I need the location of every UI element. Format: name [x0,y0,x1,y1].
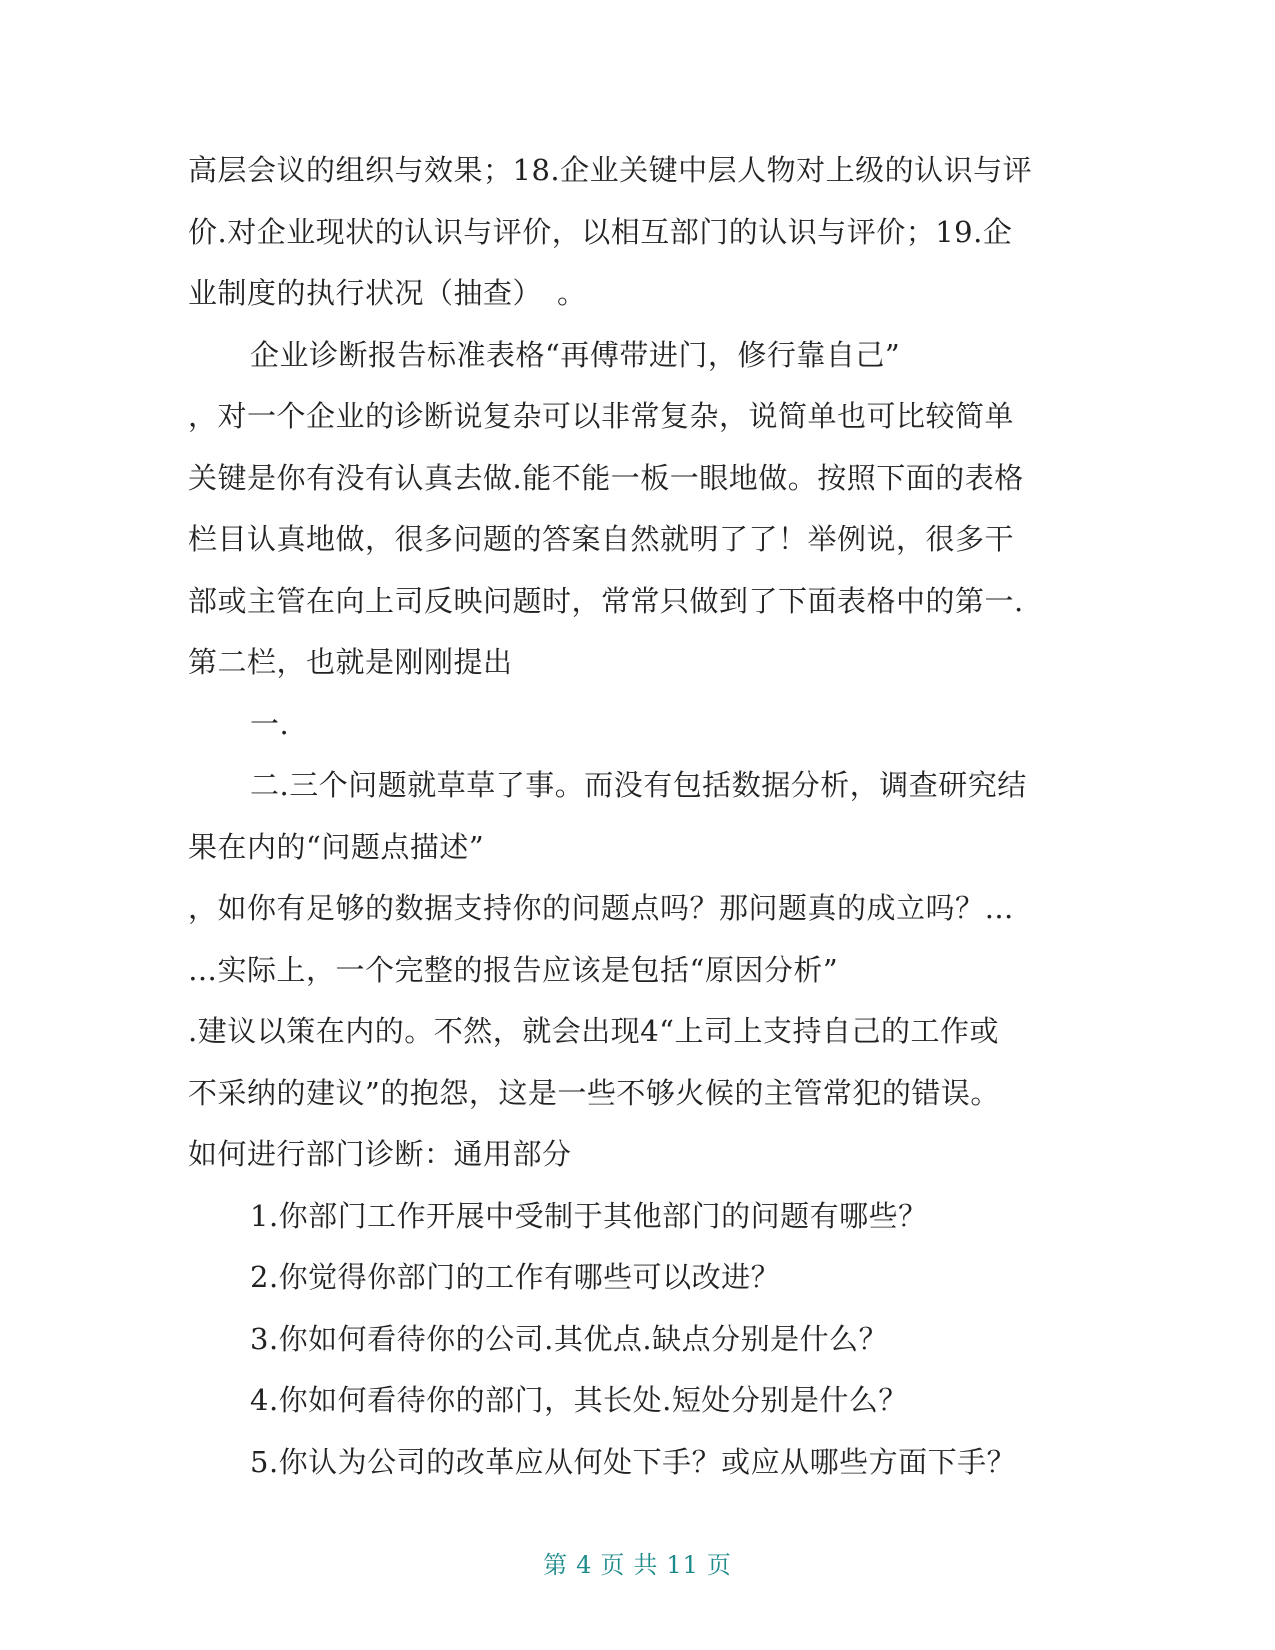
text-line-2: 价.对企业现状的认识与评价，以相互部门的认识与评价；19.企 [188,214,1013,249]
text-line-3: 业制度的执行状况（抽查） 。 [188,276,587,310]
text-line-10: 一. [250,706,290,741]
text-line-9: 第二栏，也就是刚刚提出 [188,645,513,679]
document-body [188,140,1088,1493]
text-line-8: 部或主管在向上司反映问题时，常常只做到了下面表格中的第一. [188,583,1024,618]
text-line-15: .建议以策在内的。不然，就会出现4“上司上支持自己的工作或 [188,1014,999,1048]
text-line-5: ，对一个企业的诊断说复杂可以非常复杂，说简单也可比较简单 [188,399,1015,433]
question-item-3: 3.你如何看待你的公司.其优点.缺点分别是什么？ [250,1321,889,1356]
footer-current-page: 4 [576,1551,593,1579]
text-line-6: 关键是你有没有认真去做.能不能一板一眼地做。按照下面的表格 [188,460,1024,495]
section-heading-department-diagnosis: 如何进行部门诊断：通用部分 [188,1137,572,1171]
text-line-14: …实际上，一个完整的报告应该是包括“原因分析” [188,952,839,987]
text-line-1: 高层会议的组织与效果；18.企业关键中层人物对上级的认识与评 [188,153,1033,187]
footer-prefix: 第 [543,1551,569,1579]
question-item-4: 4.你如何看待你的部门，其长处.短处分别是什么？ [250,1383,908,1417]
text-line-7: 栏目认真地做，很多问题的答案自然就明了了！举例说，很多干 [188,522,1015,556]
question-item-5: 5.你认为公司的改革应从何处下手？或应从哪些方面下手？ [250,1444,1017,1479]
text-line-16: 不采纳的建议”的抱怨，这是一些不够火候的主管常犯的错误。 [188,1075,1000,1110]
question-item-1: 1.你部门工作开展中受制于其他部门的问题有哪些？ [250,1198,928,1233]
footer-total-pages: 11 [666,1551,699,1579]
page-footer [0,1545,1275,1580]
text-line-13: ，如你有足够的数据支持你的问题点吗？那问题真的成立吗？… [188,891,1015,925]
text-line-12: 果在内的“问题点描述” [188,829,485,864]
section-heading-diagnosis-table: 企业诊断报告标准表格“再傅带进门，修行靠自己” [250,337,901,372]
footer-page-word: 页 [600,1551,626,1579]
text-line-11: 二.三个问题就草草了事。而没有包括数据分析，调查研究结 [250,768,1027,802]
footer-total-word: 共 [633,1551,659,1579]
question-item-2: 2.你觉得你部门的工作有哪些可以改进？ [250,1260,781,1294]
footer-page-word-end: 页 [706,1551,732,1579]
